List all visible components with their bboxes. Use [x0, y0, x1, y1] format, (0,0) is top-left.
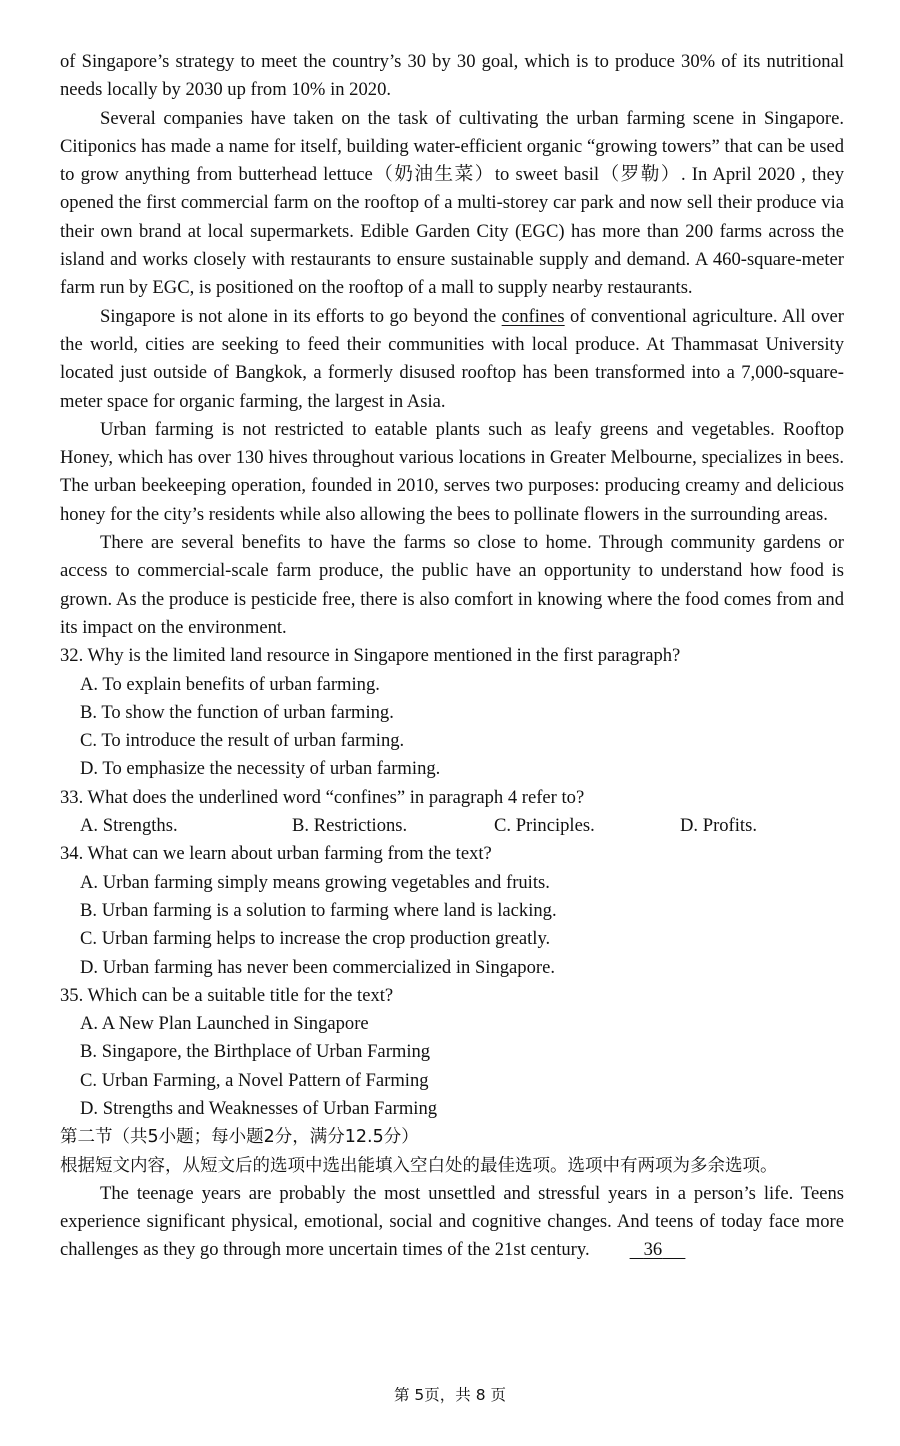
- section-2-instruction: 根据短文内容，从短文后的选项中选出能填入空白处的最佳选项。选项中有两项为多余选项。: [60, 1155, 778, 1176]
- question-32-option-a: A. To explain benefits of urban farming.: [80, 673, 380, 695]
- question-34-stem: 34. What can we learn about urban farming from the text?: [60, 843, 492, 865]
- passage-paragraph-4: Urban farming is not restricted to eatable plants such as leafy greens and vegetables. Rooftop Honey, which has over 130 hives throughout various locations in Greater Melbourne, specializes in bees. The urban beekeeping operation, founded in 2010, serves two purposes: producing creamy and delicious honey for the city’s residents while also allowing the bees to pollinate flowers in the surrounding areas.: [60, 418, 844, 525]
- question-34-option-c: C. Urban farming helps to increase the crop production greatly.: [80, 928, 551, 950]
- passage-paragraph-3: [60, 303, 844, 416]
- question-32-option-b: B. To show the function of urban farming.: [80, 701, 394, 723]
- question-35-option-a: A. A New Plan Launched in Singapore: [80, 1013, 369, 1035]
- passage-paragraph-continued: of Singapore’s strategy to meet the country’s 30 by 30 goal, which is to produce 30% of its nutritional needs locally by 2030 up from 10% in 2020.: [60, 51, 844, 101]
- question-35-stem: 35. Which can be a suitable title for the text?: [60, 984, 394, 1006]
- section-2-p1-text: The teenage years are probably the most unsettled and stressful years in a person’s life. Teens experience significant physical, emotional, social and cognitive changes. And teens of today face more challenges as they go through more uncertain times of the 21st century.: [60, 1182, 844, 1261]
- section-2-passage-paragraph-1: [60, 1180, 844, 1265]
- question-35-option-d: D. Strengths and Weaknesses of Urban Farming: [80, 1097, 438, 1119]
- page-content: [60, 48, 844, 1265]
- question-32-option-d: D. To emphasize the necessity of urban farming.: [80, 758, 441, 780]
- question-34-option-a: A. Urban farming simply means growing vegetables and fruits.: [80, 871, 550, 893]
- question-33: [60, 784, 844, 841]
- question-32-option-c: C. To introduce the result of urban farming.: [80, 730, 405, 752]
- question-34: [60, 840, 844, 981]
- question-33-stem: 33. What does the underlined word “confines” in paragraph 4 refer to?: [60, 786, 585, 808]
- passage-paragraph-5: There are several benefits to have the farms so close to home. Through community gardens or access to commercial-scale farm produce, the public have an opportunity to understand how food is grown. As the produce is pesticide free, there is also comfort in knowing where the food comes from and its impact on the environment.: [60, 532, 844, 638]
- question-34-option-d: D. Urban farming has never been commercialized in Singapore.: [80, 956, 555, 978]
- blank-36-number: 36: [643, 1239, 663, 1261]
- question-33-option-d: D. Profits.: [680, 815, 757, 837]
- blank-36: [590, 1236, 686, 1264]
- question-35-option-c: C. Urban Farming, a Novel Pattern of Farming: [80, 1069, 429, 1091]
- question-35: [60, 982, 844, 1123]
- question-35-option-b: B. Singapore, the Birthplace of Urban Farming: [80, 1041, 431, 1063]
- section-2-heading: 第二节（共5小题；每小题2分，满分12.5分）: [60, 1127, 419, 1148]
- question-32: [60, 642, 844, 783]
- question-33-options: [60, 812, 844, 840]
- passage-paragraph-2: Several companies have taken on the task of cultivating the urban farming scene in Singapore. Citiponics has made a name for itself, building water-efficient organic “growing towers” that can be used to grow anything from butterhead lettuce（奶油生菜）to sweet basil（罗勒）. In April 2020 , they opened the first commercial farm on the rooftop of a multi-storey car park and now sell their produce via their own brand at local supermarkets. Edible Garden City (EGC) has more than 200 farms across the island and works closely with restaurants to ensure sustainable supply and demand. A 460-square-meter farm run by EGC, is positioned on the rooftop of a mall to supply nearby restaurants.: [60, 107, 844, 299]
- p3-text-after: of conventional agriculture. All over the world, cities are seeking to feed their communities with local produce. At Thammasat University located just outside of Bangkok, a formerly disused rooftop has been transformed into a 7,000-square-meter space for organic farming, the largest in Asia.: [60, 305, 844, 412]
- underlined-word-confines: confines: [501, 305, 565, 327]
- question-33-option-b: B. Restrictions.: [292, 815, 408, 837]
- question-32-stem: 32. Why is the limited land resource in Singapore mentioned in the first paragraph?: [60, 645, 681, 667]
- question-34-option-b: B. Urban farming is a solution to farming where land is lacking.: [80, 899, 557, 921]
- page-footer: 第 5页，共 8 页: [393, 1386, 506, 1404]
- question-33-option-c: C. Principles.: [494, 815, 595, 837]
- question-33-option-a: A. Strengths.: [80, 815, 178, 837]
- p3-text-before: Singapore is not alone in its efforts to go beyond the: [100, 305, 502, 327]
